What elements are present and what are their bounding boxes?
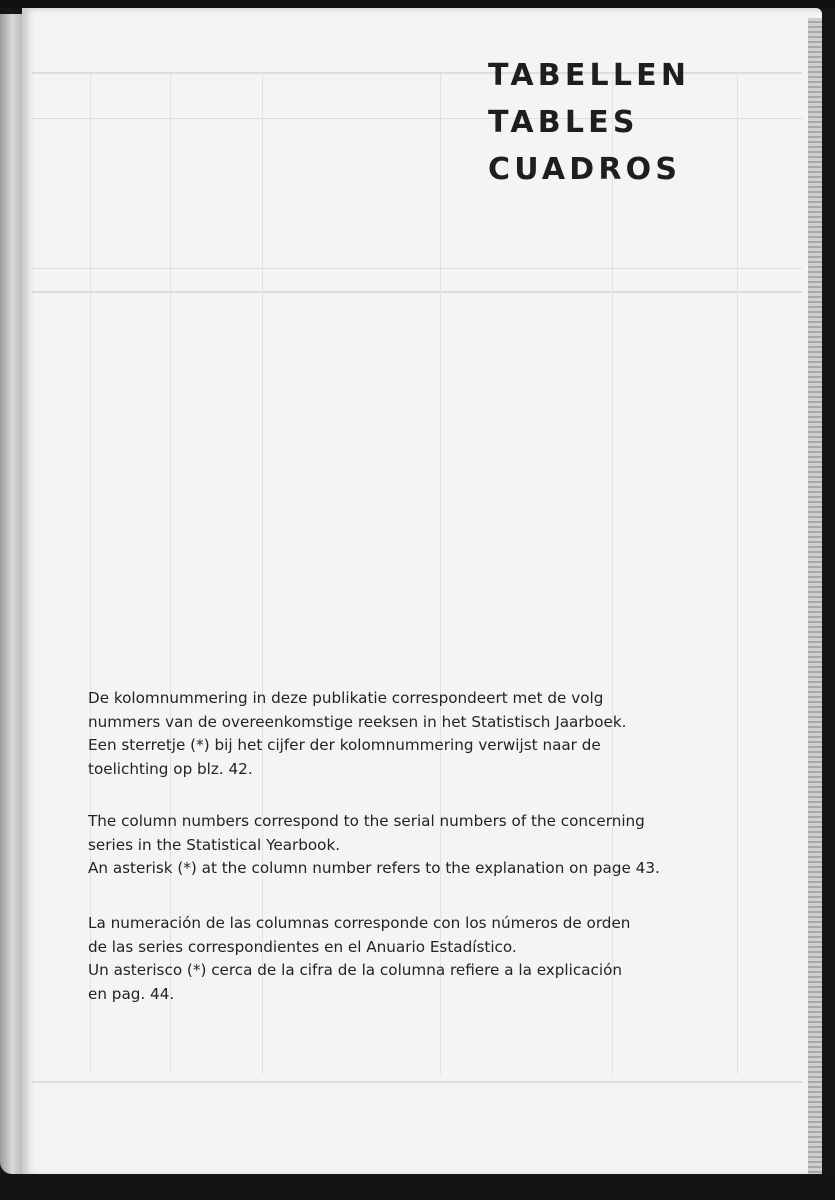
text-line: series in the Statistical Yearbook. bbox=[88, 835, 341, 854]
ghost-rule bbox=[32, 1081, 802, 1083]
text-line: toelichting op blz. 42. bbox=[88, 759, 253, 778]
paragraph-dutch bbox=[88, 687, 720, 781]
title-dutch: TABELLEN bbox=[488, 58, 691, 93]
scan-border-top bbox=[0, 0, 835, 8]
paragraph-spanish bbox=[88, 912, 720, 1006]
previous-page-edge bbox=[0, 14, 22, 1174]
text-line: en pag. 44. bbox=[88, 984, 175, 1003]
section-title bbox=[488, 52, 690, 193]
text-line: The column numbers correspond to the serial numbers of the concerning bbox=[88, 812, 645, 830]
title-spanish: CUADROS bbox=[488, 152, 682, 187]
text-line: Un asterisco (*) cerca de la cifra de la columna refiere a la explicación bbox=[88, 961, 622, 979]
text-line: Een sterretje (*) bij het cijfer der kolomnummering verwijst naar de bbox=[88, 736, 601, 754]
text-line: De kolomnummering in deze publikatie correspondeert met de volg bbox=[88, 689, 604, 707]
ghost-column-line bbox=[737, 74, 738, 1074]
ghost-rule bbox=[32, 291, 802, 293]
text-line: La numeración de las columnas corresponde con los números de orden bbox=[88, 914, 631, 932]
text-line: An asterisk (*) at the column number refers to the explanation on page 43. bbox=[88, 859, 660, 877]
page-stack-edge bbox=[808, 18, 822, 1176]
text-line: de las series correspondientes en el Anuario Estadístico. bbox=[88, 937, 517, 956]
ghost-rule bbox=[32, 268, 802, 269]
title-english: TABLES bbox=[488, 105, 639, 140]
paragraph-english bbox=[88, 810, 720, 881]
text-line: nummers van de overeenkomstige reeksen in het Statistisch Jaarboek. bbox=[88, 712, 627, 731]
scan-border-bottom bbox=[0, 1174, 835, 1200]
